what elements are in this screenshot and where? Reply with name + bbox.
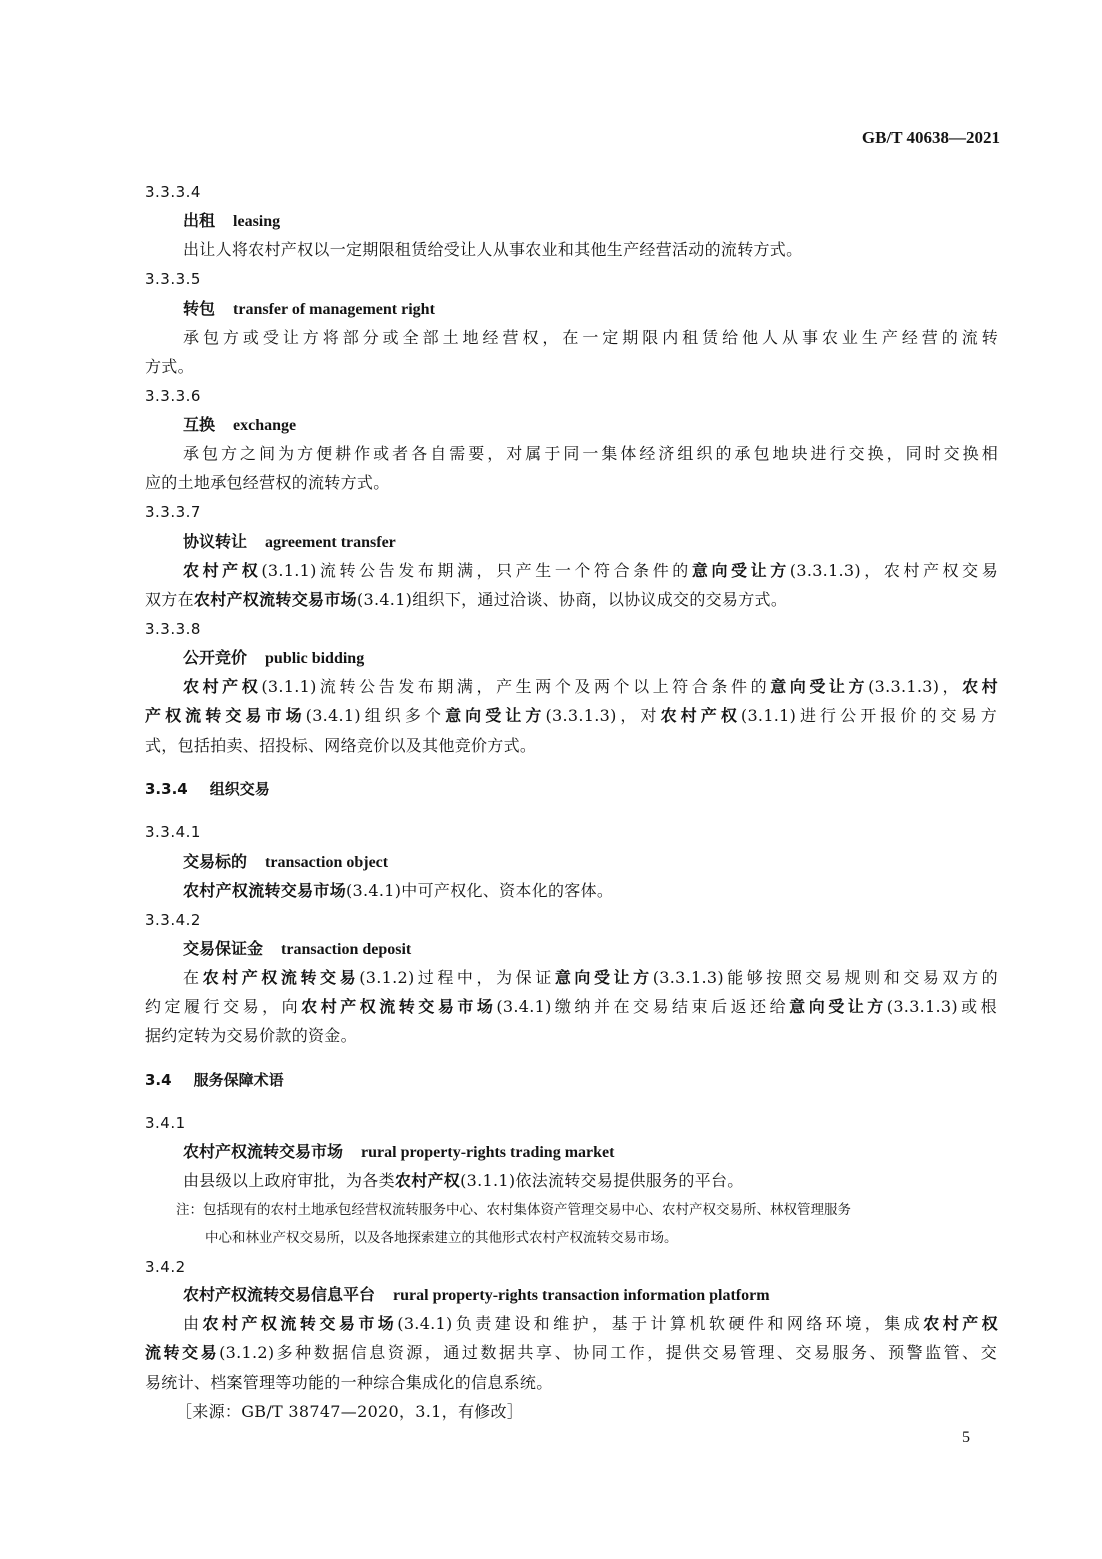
term-heading <box>183 414 296 437</box>
definition-line <box>145 1342 997 1364</box>
term-zh: 农村产权流转交易市场 <box>183 1142 344 1161</box>
term-ref: 农村产权 <box>660 706 741 725</box>
term-ref: 意向受让方 <box>554 968 653 987</box>
text: (3.1.1)进行公开报价的交易方 <box>740 706 998 725</box>
section-number: 3.4 <box>145 1071 172 1089</box>
definition-line <box>183 560 998 582</box>
source-citation: ［来源：GB/T 38747—2020，3.1，有修改］ <box>176 1402 524 1421</box>
text: (3.4.1)负责建设和维护，基于计算机软硬件和网络环境，集成 <box>397 1314 924 1333</box>
term-ref: 意向受让方 <box>789 997 887 1016</box>
text: 由县级以上政府审批，为各类 <box>183 1171 395 1190</box>
text: (3.3.1.3)，对 <box>545 706 661 725</box>
definition-line <box>183 880 613 902</box>
term-ref: 意向受让方 <box>691 561 790 580</box>
term-ref: 农村产权流转交易 <box>202 968 360 987</box>
term-en: leasing <box>233 213 281 230</box>
term-heading <box>183 938 411 961</box>
section-heading <box>145 1069 284 1091</box>
term-zh: 协议转让 <box>183 532 248 551</box>
entry-number: 3.3.3.6 <box>145 387 201 405</box>
definition-line <box>145 589 787 611</box>
term-zh: 交易标的 <box>183 852 248 871</box>
entry-number: 3.3.4.1 <box>145 823 201 841</box>
standard-number: GB/T 40638—2021 <box>861 128 1000 147</box>
term-ref: 农村产权 <box>183 677 262 696</box>
definition-line <box>183 967 998 989</box>
term-ref: 农村产权流转交易市场 <box>183 881 347 900</box>
definition-line: 式，包括拍卖、招投标、网络竞价以及其他竞价方式。 <box>145 736 537 755</box>
entry-number: 3.3.3.5 <box>145 270 201 288</box>
term-heading <box>183 298 435 321</box>
text: (3.1.1)流转公告发布期满，产生两个及两个以上符合条件的 <box>261 677 771 696</box>
term-heading <box>183 531 396 554</box>
term-en: exchange <box>233 417 297 434</box>
entry-number: 3.4.1 <box>145 1114 186 1132</box>
text: (3.4.1)中可产权化、资本化的客体。 <box>346 881 614 900</box>
section-heading <box>145 778 270 800</box>
definition: 出让人将农村产权以一定期限租赁给受让人从事农业和其他生产经营活动的流转方式。 <box>183 240 803 259</box>
term-zh: 交易保证金 <box>183 939 264 958</box>
text: (3.1.2)过程中，为保证 <box>359 968 555 987</box>
note-line: 注：包括现有的农村土地承包经营权流转服务中心、农村集体资产管理交易中心、农村产权交易所、林权管理服务 <box>176 1202 851 1218</box>
definition-line <box>145 996 997 1018</box>
text: 约定履行交易，向 <box>145 997 302 1016</box>
term-ref: 农村产权流转交易市场 <box>301 997 497 1016</box>
page-number: 5 <box>962 1429 970 1446</box>
term-ref: 农村产权 <box>923 1314 998 1333</box>
term-en: rural property-rights trading market <box>361 1144 615 1161</box>
section-title: 服务保障术语 <box>193 1071 284 1089</box>
text: (3.3.1.3)能够按照交易规则和交易双方的 <box>652 968 998 987</box>
text: (3.4.1)缴纳并在交易结束后返还给 <box>496 997 790 1016</box>
text: (3.1.2)多种数据信息资源，通过数据共享、协同工作，提供交易管理、交易服务、预警监管、交 <box>219 1343 998 1362</box>
entry-number: 3.3.3.4 <box>145 183 201 201</box>
definition-line: 易统计、档案管理等功能的一种综合集成化的信息系统。 <box>145 1373 553 1392</box>
text: (3.3.1.3)，农村产权交易 <box>789 561 999 580</box>
term-ref: 农村产权流转交易市场 <box>202 1314 398 1333</box>
term-heading <box>183 210 280 233</box>
term-en: public bidding <box>265 650 365 667</box>
term-en: agreement transfer <box>265 534 396 551</box>
term-ref: 意向受让方 <box>770 677 869 696</box>
text: (3.1.1)流转公告发布期满，只产生一个符合条件的 <box>261 561 692 580</box>
text: 在 <box>183 968 203 987</box>
term-ref: 农村产权 <box>183 561 262 580</box>
term-zh: 互换 <box>183 415 216 434</box>
term-zh: 农村产权流转交易信息平台 <box>183 1285 376 1304</box>
term-heading <box>183 851 388 874</box>
definition-line <box>145 705 997 727</box>
term-zh: 转包 <box>183 299 216 318</box>
term-zh: 出租 <box>183 211 216 230</box>
text: (3.1.1)依法流转交易提供服务的平台。 <box>460 1171 744 1190</box>
term-ref: 农村产权 <box>394 1171 461 1190</box>
term-en: transaction object <box>265 854 389 871</box>
text: (3.3.1.3)或根 <box>886 997 997 1016</box>
term-zh: 公开竞价 <box>183 648 248 667</box>
term-en: transaction deposit <box>281 941 412 958</box>
text: (3.4.1)组织多个 <box>305 706 446 725</box>
entry-number: 3.4.2 <box>145 1258 186 1276</box>
text: 双方在 <box>145 590 194 609</box>
definition-line: 承包方或受让方将部分或全部土地经营权，在一定期限内租赁给他人从事农业生产经营的流转 <box>183 328 998 347</box>
term-en: transfer of management right <box>233 301 435 318</box>
definition-line <box>183 1170 744 1192</box>
term-heading <box>183 647 364 670</box>
term-en: rural property-rights transaction information platform <box>393 1287 770 1304</box>
definition-line <box>183 676 998 698</box>
term-ref: 农村产权流转交易市场 <box>193 590 357 609</box>
term-ref: 产权流转交易市场 <box>145 706 306 725</box>
term-ref: 流转交易 <box>145 1343 220 1362</box>
entry-number: 3.3.3.7 <box>145 503 201 521</box>
term-heading <box>183 1284 770 1307</box>
entry-number: 3.3.4.2 <box>145 911 201 929</box>
text: 由 <box>183 1314 203 1333</box>
definition-line: 方式。 <box>145 357 194 376</box>
definition-line <box>183 1313 998 1335</box>
section-title: 组织交易 <box>209 780 270 798</box>
definition-line: 承包方之间为方便耕作或者各自需要，对属于同一集体经济组织的承包地块进行交换，同时交换相 <box>183 444 998 463</box>
entry-number: 3.3.3.8 <box>145 620 201 638</box>
text: (3.3.1.3)， <box>868 677 963 696</box>
text: (3.4.1)组织下，通过洽谈、协商，以协议成交的交易方式。 <box>356 590 788 609</box>
definition-line: 应的土地承包经营权的流转方式。 <box>145 473 390 492</box>
definition-line: 据约定转为交易价款的资金。 <box>145 1026 357 1045</box>
section-number: 3.3.4 <box>145 780 188 798</box>
term-ref: 意向受让方 <box>445 706 546 725</box>
term-heading <box>183 1141 614 1164</box>
term-ref: 农村 <box>962 677 998 696</box>
note-line: 中心和林业产权交易所，以及各地探索建立的其他形式农村产权流转交易市场。 <box>205 1230 678 1246</box>
